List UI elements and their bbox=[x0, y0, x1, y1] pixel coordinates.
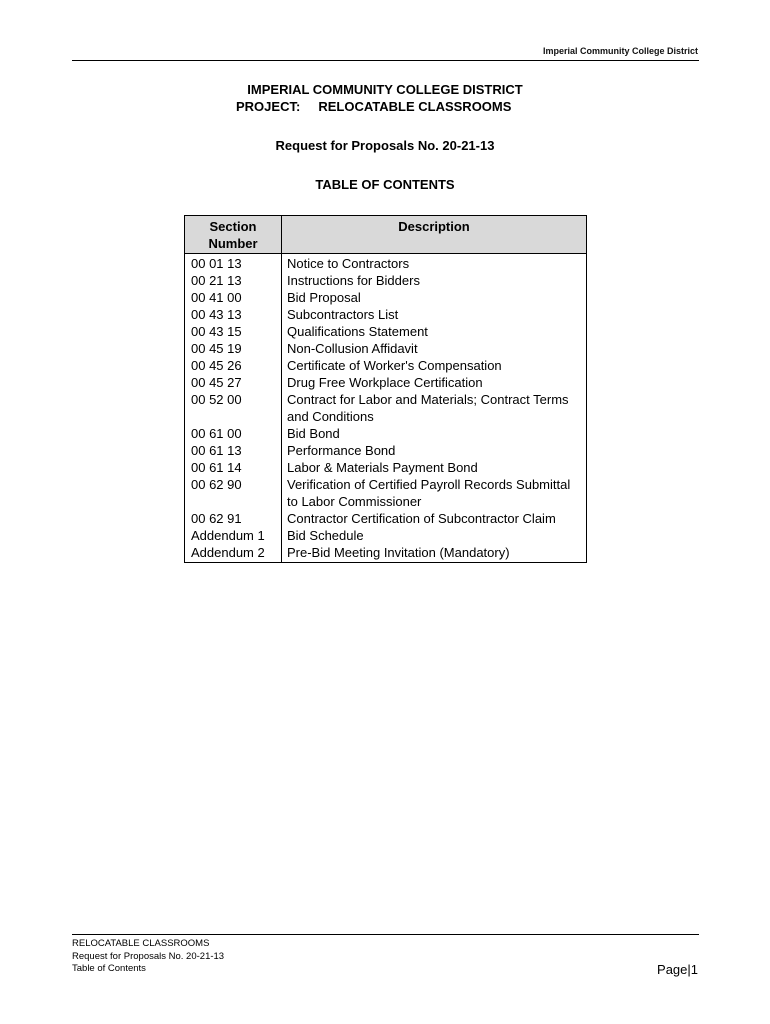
column-header-section: Section Number bbox=[185, 216, 282, 254]
description-cell: Contract for Labor and Materials; Contract Terms and Conditions bbox=[282, 391, 587, 425]
table-row bbox=[185, 357, 587, 374]
description-cell: Labor & Materials Payment Bond bbox=[282, 459, 587, 476]
section-number-cell: 00 45 19 bbox=[185, 340, 282, 357]
section-number-cell: 00 01 13 bbox=[185, 254, 282, 273]
toc-body bbox=[185, 254, 587, 563]
column-header-description: Description bbox=[282, 216, 587, 254]
title-district: IMPERIAL COMMUNITY COLLEGE DISTRICT bbox=[247, 82, 523, 97]
table-row bbox=[185, 272, 587, 289]
footer-divider bbox=[72, 934, 699, 935]
table-row bbox=[185, 374, 587, 391]
footer-project: RELOCATABLE CLASSROOMS bbox=[72, 938, 210, 949]
table-row bbox=[185, 459, 587, 476]
section-number-cell: 00 61 13 bbox=[185, 442, 282, 459]
description-cell: Verification of Certified Payroll Records Submittal to Labor Commissioner bbox=[282, 476, 587, 510]
table-row bbox=[185, 391, 587, 425]
section-number-cell: 00 62 90 bbox=[185, 476, 282, 510]
description-cell: Non-Collusion Affidavit bbox=[282, 340, 587, 357]
section-number-cell: 00 21 13 bbox=[185, 272, 282, 289]
section-number-cell: 00 45 26 bbox=[185, 357, 282, 374]
header-divider bbox=[72, 60, 699, 61]
section-number-cell: 00 52 00 bbox=[185, 391, 282, 425]
title-project: PROJECT: RELOCATABLE CLASSROOMS bbox=[236, 99, 512, 114]
section-number-cell: 00 62 91 bbox=[185, 510, 282, 527]
section-number-cell: 00 61 00 bbox=[185, 425, 282, 442]
toc-table bbox=[184, 215, 587, 563]
description-cell: Performance Bond bbox=[282, 442, 587, 459]
section-number-cell: 00 41 00 bbox=[185, 289, 282, 306]
running-header: Imperial Community College District bbox=[542, 46, 698, 56]
description-cell: Bid Bond bbox=[282, 425, 587, 442]
section-number-cell: 00 43 15 bbox=[185, 323, 282, 340]
description-cell: Drug Free Workplace Certification bbox=[282, 374, 587, 391]
footer-info bbox=[72, 938, 224, 976]
description-cell: Contractor Certification of Subcontractor Claim bbox=[282, 510, 587, 527]
description-cell: Subcontractors List bbox=[282, 306, 587, 323]
description-cell: Pre-Bid Meeting Invitation (Mandatory) bbox=[282, 544, 587, 563]
toc-header-row bbox=[185, 216, 587, 254]
description-cell: Bid Proposal bbox=[282, 289, 587, 306]
table-row bbox=[185, 442, 587, 459]
table-row bbox=[185, 510, 587, 527]
section-number-cell: 00 43 13 bbox=[185, 306, 282, 323]
footer-rfp: Request for Proposals No. 20-21-13 bbox=[72, 950, 225, 962]
table-row bbox=[185, 340, 587, 357]
description-cell: Certificate of Worker's Compensation bbox=[282, 357, 587, 374]
table-row bbox=[185, 306, 587, 323]
document-title bbox=[0, 81, 770, 115]
toc-heading: TABLE OF CONTENTS bbox=[315, 177, 455, 192]
rfp-number: Request for Proposals No. 20-21-13 bbox=[275, 138, 495, 153]
table-row bbox=[185, 323, 587, 340]
section-number-cell: 00 61 14 bbox=[185, 459, 282, 476]
section-number-cell: Addendum 1 bbox=[185, 527, 282, 544]
page-number: Page|1 bbox=[657, 962, 698, 977]
table-row bbox=[185, 476, 587, 510]
section-number-cell: Addendum 2 bbox=[185, 544, 282, 563]
description-cell: Instructions for Bidders bbox=[282, 272, 587, 289]
description-cell: Qualifications Statement bbox=[282, 323, 587, 340]
section-number-cell: 00 45 27 bbox=[185, 374, 282, 391]
table-row bbox=[185, 254, 587, 273]
footer-section: Table of Contents bbox=[72, 963, 146, 974]
table-row bbox=[185, 544, 587, 563]
table-row bbox=[185, 289, 587, 306]
description-cell: Bid Schedule bbox=[282, 527, 587, 544]
table-row bbox=[185, 527, 587, 544]
table-row bbox=[185, 425, 587, 442]
description-cell: Notice to Contractors bbox=[282, 254, 587, 273]
